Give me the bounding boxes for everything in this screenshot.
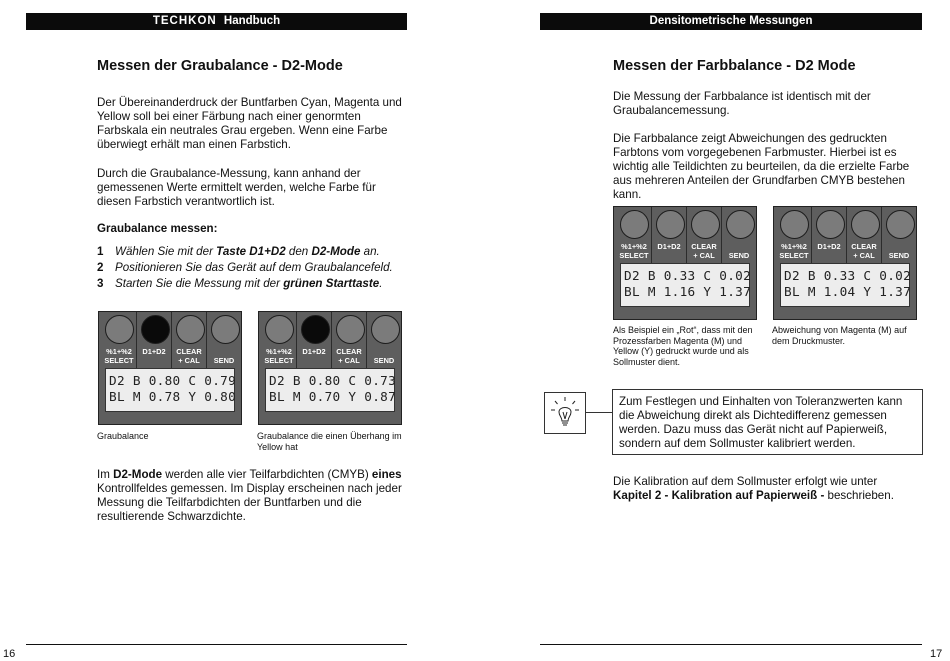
label-d1d2: D1+D2 [817,242,841,251]
steps-heading: Graubalance messen: [97,222,218,235]
steps-list [97,244,417,292]
densitometer-display [98,311,242,425]
label-d1d2: D1+D2 [302,347,326,356]
d1-d2-button-icon [301,315,330,344]
label-send: SEND [213,356,235,365]
step-item: 3 Starten Sie die Messung mit der grünen Starttaste. [97,277,383,290]
left-intro-paragraph: Der Übereinanderdruck der Buntfarben Cyan, Magenta und Yellow soll bei einer Färbung nach einer genormten Farbskala ein neutrales Grau ergeben. Wenn eine Farbe überwiegt erhält man einen Farbstich. [97,96,402,151]
densitometer-display [613,206,757,320]
label-send: SEND [373,356,395,365]
select-button-icon [105,315,134,344]
d1-d2-button-icon [141,315,170,344]
tip-connector [586,412,612,413]
tip-box: Zum Festlegen und Einhalten von Toleranzwerten kann die Abweichung direkt als Dichtedifferenz gemessen werden. Dazu muss das Gerät nicht auf Papierweiß, sondern auf dem Sollmuster kalibriert werden. [612,389,923,455]
lightbulb-icon [544,392,586,434]
right-header-bar [540,13,922,30]
label-send: SEND [888,251,910,260]
label-clear-cal: CLEAR + CAL [336,347,362,365]
label-select: %1+%2 SELECT [619,242,649,260]
densitometer-display [258,311,402,425]
clear-cal-button-icon [336,315,365,344]
lcd-display: D2 B 0.80 C 0.79 BL M 0.78 Y 0.80 [105,368,235,412]
label-select: %1+%2 SELECT [264,347,294,365]
label-send: SEND [728,251,750,260]
select-button-icon [780,210,809,239]
left-page-title: Messen der Graubalance - D2-Mode [97,58,343,74]
page-number: 16 [3,648,16,660]
d1-d2-button-icon [816,210,845,239]
clear-cal-button-icon [691,210,720,239]
send-button-icon [211,315,240,344]
brand-logo: TECHKON [152,15,217,27]
right-intro-paragraph: Die Messung der Farbbalance ist identisch mit der Graubalancemessung. [613,90,871,117]
left-header-bar [26,13,407,30]
right-page [475,0,950,661]
right-closing-paragraph: Die Kalibration auf dem Sollmuster erfolgt wie unter Kapitel 2 - Kalibration auf Papierweiß - beschrieben. [613,475,894,502]
step-item: 1 Wählen Sie mit der Taste D1+D2 den D2-Mode an. [97,245,380,258]
label-clear-cal: CLEAR + CAL [851,242,877,260]
label-clear-cal: CLEAR + CAL [691,242,717,260]
label-select: %1+%2 SELECT [779,242,809,260]
page-number: 17 [930,648,943,660]
lcd-display: D2 B 0.33 C 0.02 BL M 1.16 Y 1.37 [620,263,750,307]
select-button-icon [265,315,294,344]
label-d1d2: D1+D2 [142,347,166,356]
device-caption: Graubalance [97,431,149,441]
device-caption: Als Beispiel ein „Rot“, dass mit den Prozessfarben Magenta (M) und Yellow (Y) gedruckt wurde und als Sollmuster dient. [613,325,753,367]
densitometer-display [773,206,917,320]
footer-rule [540,644,922,645]
send-button-icon [886,210,915,239]
d1-d2-button-icon [656,210,685,239]
label-clear-cal: CLEAR + CAL [176,347,202,365]
step-item: 2 Positionieren Sie das Gerät auf dem Graubalancefeld. [97,261,393,274]
left-header-title: Handbuch [223,15,281,27]
clear-cal-button-icon [176,315,205,344]
device-caption: Abweichung von Magenta (M) auf dem Druckmuster. [772,325,907,346]
footer-rule [26,644,407,645]
right-header-title: Densitometrische Messungen [649,15,813,27]
left-body-paragraph: Im D2-Mode werden alle vier Teilfarbdichten (CMYB) eines Kontrollfeldes gemessen. Im Display erscheinen nach jeder Messung die Teilfarbdichten der Buntfarben und die resultierende Schwarzdichte. [97,468,402,523]
clear-cal-button-icon [851,210,880,239]
device-caption: Graubalance die einen Überhang im Yellow hat [257,431,402,452]
label-d1d2: D1+D2 [657,242,681,251]
send-button-icon [726,210,755,239]
lcd-display: D2 B 0.80 C 0.73 BL M 0.70 Y 0.87 [265,368,395,412]
label-select: %1+%2 SELECT [104,347,134,365]
right-intro2-paragraph: Die Farbbalance zeigt Abweichungen des gedruckten Farbtons vom vorgegebenen Farbmuster. Hierbei ist es wichtig alle Teildichten zu beurteilen, da die erzielte Farbe aus mehreren Anteilen der Grundfarben CMYB bestehen kann. [613,132,910,201]
left-intro2-paragraph: Durch die Graubalance-Messung, kann anhand der gemessenen Werte ermittelt werden, welche Farbe für diesen Farbstich verantwortlich ist. [97,167,376,208]
right-page-title: Messen der Farbbalance - D2 Mode [613,58,856,74]
select-button-icon [620,210,649,239]
lcd-display: D2 B 0.33 C 0.02 BL M 1.04 Y 1.37 [780,263,910,307]
send-button-icon [371,315,400,344]
